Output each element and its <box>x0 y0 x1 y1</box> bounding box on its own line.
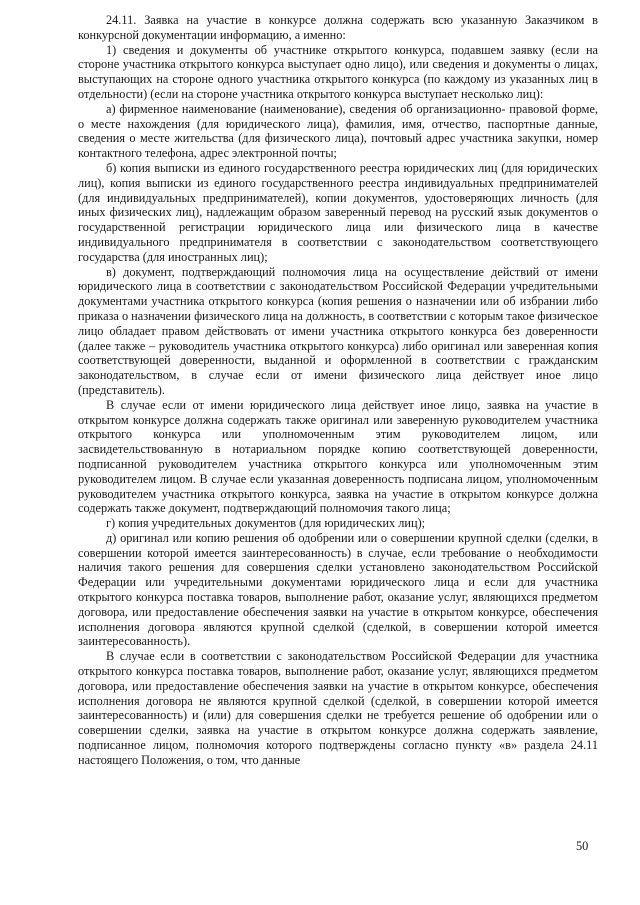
body-text <box>78 13 598 768</box>
page-number: 50 <box>576 839 589 853</box>
paragraph-item-1: 1) сведения и документы об участнике открытого конкурса, подавшем заявку (если на стороне участника открытого конкурса выступает одно лицо), или сведения и документы о лицах, выступающих на стороне одного участника открытого конкурса (по каждому из указанных лиц в отдельности) (если на стороне участника открытого конкурса выступает несколько лиц): <box>78 42 598 101</box>
paragraph-item-b: б) копия выписки из единого государственного реестра юридических лиц (для юридических лиц), копия выписки из единого государственного реестра индивидуальных предпринимателей (для индивидуальных предпринимателей), копии документов, удостоверяющих личность (для иных физических лиц), надлежащим образом заверенный перевод на русский язык документов о государственной регистрации юридического лица или физического лица в качестве индивидуального предпринимателя в соответствии с законодательством соответствующего государства (для иностранных лиц); <box>78 160 598 264</box>
paragraph-item-g: г) копия учредительных документов (для юридических лиц); <box>106 516 426 531</box>
paragraph-not-major-deal: В случае если в соответствии с законодательством Российской Федерации для участника открытого конкурса поставка товаров, выполнение работ, оказание услуг, являющихся предметом договора, или предоставление обеспечения заявки на участие в открытом конкурсе, обеспечения исполнения договора не являются крупной сделкой (сделкой, в совершении которой имеется заинтересованность) и (или) для совершения сделки не требуется решение об одобрении или о совершении сделки, заявка на участие в открытом конкурсе должна содержать заявление, подписанное лицом, полномочия которого подтверждены согласно пункту «в» раздела 24.11 настоящего Положения, о том, что данные <box>78 649 598 767</box>
paragraph-proxy-case: В случае если от имени юридического лица действует иное лицо, заявка на участие в открытом конкурсе должна содержать также оригинал или заверенную руководителем участника открытого конкурса или уполномоченным этим руководителем лицом, или засвидетельствованную в нотариальном порядке копию соответствующей доверенности, подписанной руководителем участника открытого конкурса или уполномоченным этим руководителем лицом. В случае если указанная доверенность подписана лицом, уполномоченным руководителем участника открытого конкурса, заявка на участие в открытом конкурсе должна содержать также документ, подтверждающий полномочия такого лица; <box>78 397 598 516</box>
paragraph-item-d: д) оригинал или копию решения об одобрении или о совершении крупной сделки (сделки, в совершении которой имеется заинтересованность) в случае, если требование о необходимости наличия такого решения для совершения сделки установлено законодательством Российской Федерации или учредительными документами юридического лица и если для участника открытого конкурса поставка товаров, выполнение работ, оказание услуг, являющихся предметом договора, или предоставление обеспечения заявки на участие в открытом конкурсе, обеспечения исполнения договора являются крупной сделкой (сделкой, в совершении которой имеется заинтересованность). <box>78 530 598 649</box>
paragraph-24-11-intro: 24.11. Заявка на участие в конкурсе должна содержать всю указанную Заказчиком в конкурсной документации информацию, а именно: <box>78 13 598 42</box>
paragraph-item-v: в) документ, подтверждающий полномочия лица на осуществление действий от имени юридического лица в соответствии с законодательством Российской Федерации учредительными документами участника открытого конкурса (копия решения о назначении или об избрании либо приказа о назначении физического лица на должность, в соответствии с которым такое физическое лицо обладает правом действовать от имени участника открытого конкурса без доверенности (далее также – руководитель участника открытого конкурса) либо оригинал или заверенная копия соответствующей доверенности, выданной и оформленной в соответствии с гражданским законодательством, в случае если от имени физического лица действует иное лицо (представитель). <box>78 264 598 397</box>
paragraph-item-a: а) фирменное наименование (наименование), сведения об организационно- правовой форме, о месте нахождения (для юридического лица), фамилия, имя, отчество, паспортные данные, сведения о месте жительства (для физического лица), почтовый адрес участника закупки, номер контактного телефона, адрес электронной почты; <box>78 101 598 161</box>
